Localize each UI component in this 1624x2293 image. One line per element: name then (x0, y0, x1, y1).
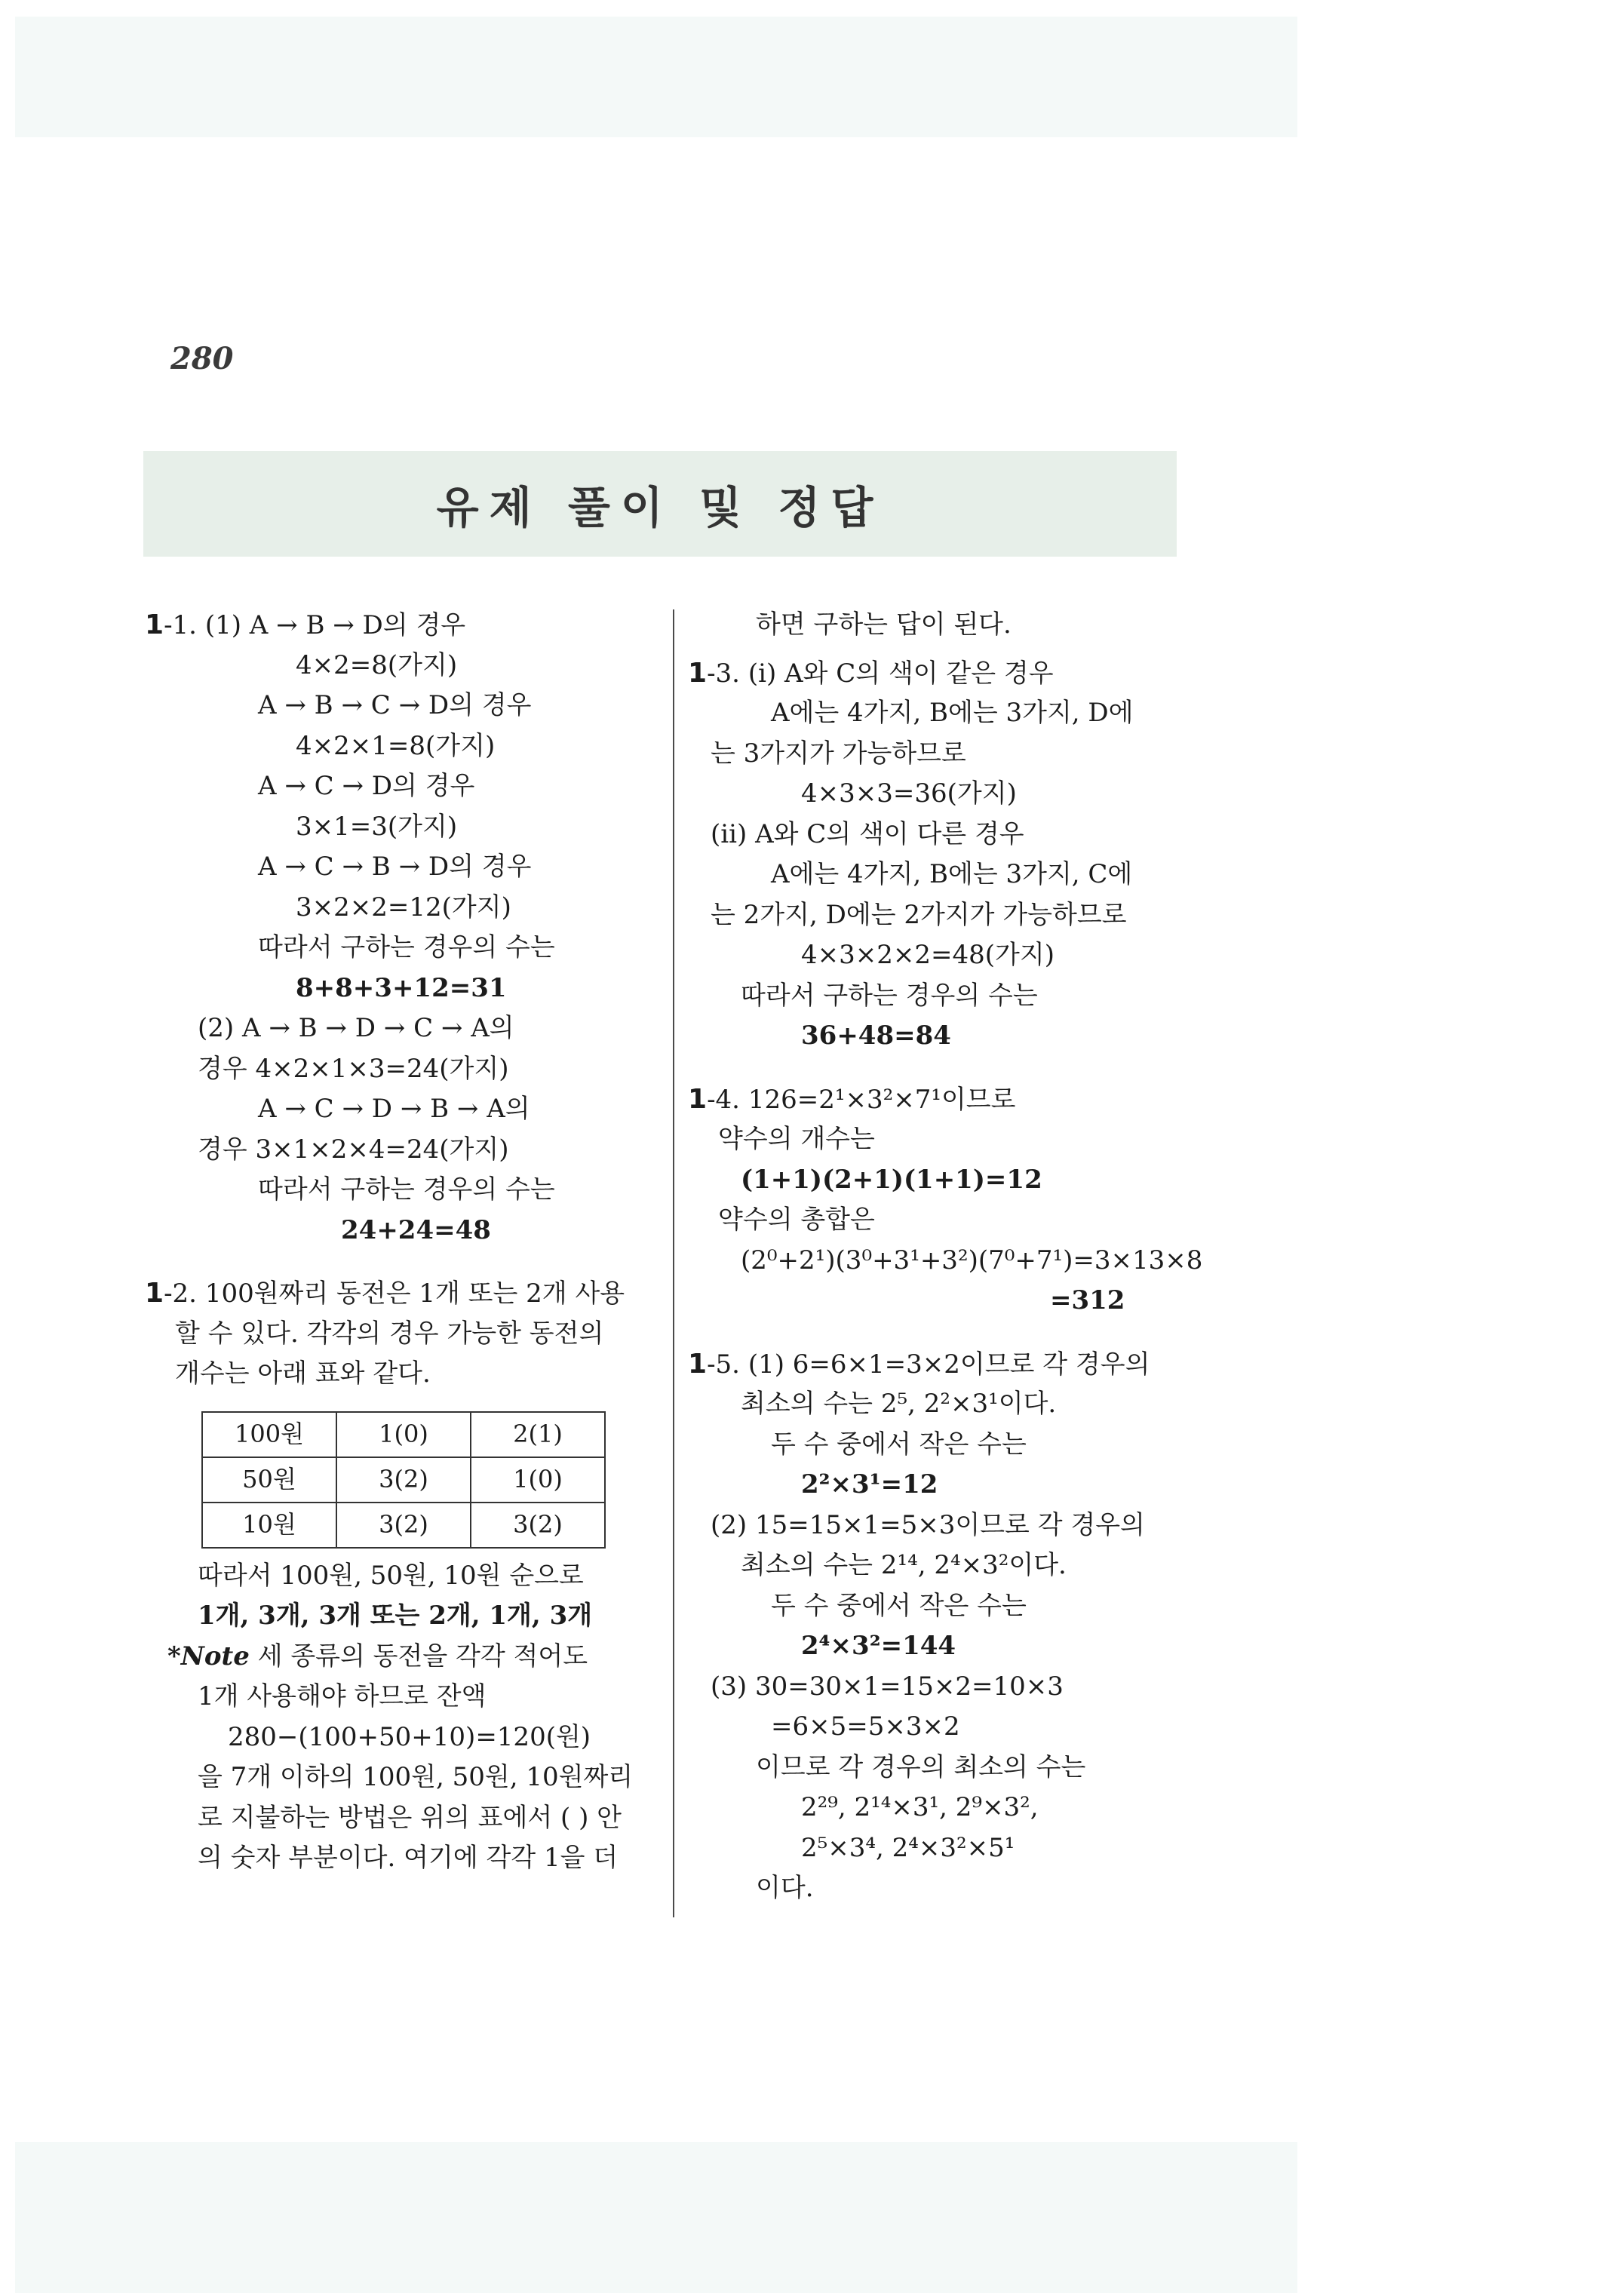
problem-1-5-part-2 (688, 1506, 1201, 1546)
table-cell: 3(2) (336, 1457, 471, 1503)
bottom-scan-band (15, 2142, 1297, 2293)
solution-line: 따라서 구하는 경우의 수는 (258, 1174, 555, 1205)
answer-line: 8+8+3+12=31 (296, 972, 507, 1003)
problem-1-1-part-2 (145, 1008, 658, 1049)
part-tag: (2) (711, 1509, 748, 1540)
solution-line: 15=15×1=5×3이므로 각 경우의 (754, 1509, 1145, 1540)
solution-line: 두 수 중에서 작은 수는 (771, 1590, 1027, 1621)
problem-label: -3. (707, 658, 740, 689)
answer-line: 36+48=84 (801, 1021, 951, 1051)
solution-line: A와 C의 색이 다른 경우 (755, 818, 1024, 849)
table-cell: 50원 (202, 1457, 336, 1503)
solution-line: A에는 4가지, B에는 3가지, C에 (771, 859, 1133, 889)
solution-line: 개수는 아래 표와 같다. (175, 1358, 431, 1389)
solution-line: 100원짜리 동전은 1개 또는 2개 사용 (204, 1278, 625, 1309)
answer-line: 1개, 3개, 3개 또는 2개, 1개, 3개 (198, 1601, 593, 1631)
page-number: 280 (170, 341, 234, 376)
top-scan-band (15, 17, 1297, 137)
solution-line: 4×2=8(가지) (296, 649, 458, 680)
problem-number: 1 (688, 1348, 708, 1380)
solution-line: A → C → D → B → A의 (258, 1094, 530, 1124)
problem-label: -1. (164, 610, 197, 640)
part-tag: (i) (748, 658, 777, 689)
solution-line: 3×1=3(가지) (296, 811, 458, 842)
problem-1-5-part-3 (688, 1667, 1201, 1708)
problem-number: 1 (145, 609, 164, 640)
problem-1-4-header (688, 1079, 1201, 1120)
solution-line: 2⁵×3⁴, 2⁴×3²×5¹ (801, 1832, 1015, 1863)
problem-1-3-part-ii (688, 815, 1201, 855)
solution-line: 4×3×3=36(가지) (801, 778, 1017, 809)
solution-line: 이다. (756, 1873, 814, 1903)
solution-line: 3×2×2=12(가지) (296, 892, 511, 922)
table-cell: 2(1) (471, 1412, 605, 1457)
answer-line: 24+24=48 (341, 1214, 491, 1245)
solution-line: 따라서 100원, 50원, 10원 순으로 (198, 1560, 584, 1591)
solution-line: A에는 4가지, B에는 3가지, D에 (771, 698, 1134, 728)
right-column (688, 605, 1201, 1909)
problem-label: -5. (707, 1349, 740, 1380)
table-cell: 100원 (202, 1412, 336, 1457)
solution-line: 최소의 수는 2¹⁴, 2⁴×3²이다. (741, 1550, 1067, 1580)
table-row (202, 1412, 605, 1457)
note-text: 로 지불하는 방법은 위의 표에서 ( ) 안 (198, 1802, 622, 1833)
solution-line: 이므로 각 경우의 최소의 수는 (756, 1751, 1086, 1782)
note-text: 세 종류의 동전을 각각 적어도 (257, 1641, 588, 1671)
note-text: 1개 사용해야 하므로 잔액 (198, 1681, 487, 1711)
answer-line: 2⁴×3²=144 (801, 1631, 956, 1661)
note-text: 을 7개 이하의 100원, 50원, 10원짜리 (198, 1762, 634, 1792)
solution-line: 는 2가지, D에는 2가지가 가능하므로 (711, 899, 1127, 930)
problem-1-2-header (145, 1273, 658, 1314)
solution-line: 2²⁹, 2¹⁴×3¹, 2⁹×3², (801, 1792, 1039, 1822)
solution-line: 6=6×1=3×2이므로 각 경우의 (792, 1349, 1150, 1380)
answer-line: (1+1)(2+1)(1+1)=12 (741, 1164, 1042, 1195)
problem-label: -4. (707, 1084, 740, 1115)
solution-line: 할 수 있다. 각각의 경우 가능한 동전의 (175, 1318, 604, 1349)
solution-line: 따라서 구하는 경우의 수는 (741, 980, 1038, 1011)
answer-line: 2²×3¹=12 (801, 1469, 938, 1500)
table-row (202, 1503, 605, 1548)
column-divider (673, 609, 674, 1917)
table-cell: 1(0) (336, 1412, 471, 1457)
table-cell: 3(2) (336, 1503, 471, 1548)
part-tag: (1) (204, 610, 241, 640)
section-title-band (143, 451, 1177, 557)
solution-line: A → B → C → D의 경우 (258, 690, 532, 720)
solution-line: 는 3가지가 가능하므로 (711, 738, 966, 769)
solution-line: 경우 4×2×1×3=24(가지) (198, 1053, 509, 1084)
solution-line: 하면 구하는 답이 된다. (756, 609, 1012, 640)
solution-line: 약수의 개수는 (718, 1124, 875, 1154)
problem-number: 1 (688, 657, 708, 689)
section-title: 유제 풀이 및 정답 (436, 482, 884, 533)
problem-1-3-header (688, 653, 1201, 694)
part-tag: (2) (198, 1013, 235, 1043)
solution-line: 126=2¹×3²×7¹이므로 (748, 1084, 1016, 1115)
table-cell: 3(2) (471, 1503, 605, 1548)
solution-line: A → C → B → D의 경우 (258, 852, 532, 882)
solution-line: 4×3×2×2=48(가지) (801, 940, 1055, 970)
solution-line: 두 수 중에서 작은 수는 (771, 1429, 1027, 1460)
table-cell: 1(0) (471, 1457, 605, 1503)
solution-line: 약수의 총합은 (718, 1205, 875, 1235)
solution-line: (2⁰+2¹)(3⁰+3¹+3²)(7⁰+7¹)=3×13×8 (741, 1245, 1203, 1275)
note-line (145, 1637, 658, 1678)
problem-number: 1 (145, 1278, 164, 1309)
problem-1-1-header (145, 605, 658, 646)
note-text: 280−(100+50+10)=120(원) (228, 1721, 591, 1752)
solution-line: 최소의 수는 2⁵, 2²×3¹이다. (741, 1389, 1057, 1419)
problem-number: 1 (688, 1083, 708, 1115)
problem-1-5-header (688, 1344, 1201, 1385)
part-tag: (ii) (711, 818, 748, 849)
note-text: 의 숫자 부분이다. 여기에 각각 1을 더 (198, 1843, 619, 1873)
solution-line: =6×5=5×3×2 (771, 1711, 960, 1742)
problem-label: -2. (164, 1278, 197, 1309)
solution-line: A → C → D의 경우 (258, 771, 475, 801)
solution-line: A와 C의 색이 같은 경우 (784, 658, 1054, 689)
solution-line: 4×2×1=8(가지) (296, 730, 496, 761)
answer-line: =312 (1050, 1285, 1125, 1315)
part-tag: (1) (748, 1349, 784, 1380)
note-label: *Note (167, 1641, 250, 1671)
solution-line: 30=30×1=15×2=10×3 (754, 1671, 1064, 1702)
left-column (145, 605, 658, 1879)
solution-line: 따라서 구하는 경우의 수는 (258, 932, 555, 962)
solution-line: A → B → D → C → A의 (241, 1013, 514, 1043)
table-row (202, 1457, 605, 1503)
solution-line: A → B → D의 경우 (249, 610, 466, 640)
part-tag: (3) (711, 1671, 748, 1702)
solution-line: 경우 3×1×2×4=24(가지) (198, 1134, 509, 1165)
coin-count-table (201, 1411, 606, 1549)
table-cell: 10원 (202, 1503, 336, 1548)
